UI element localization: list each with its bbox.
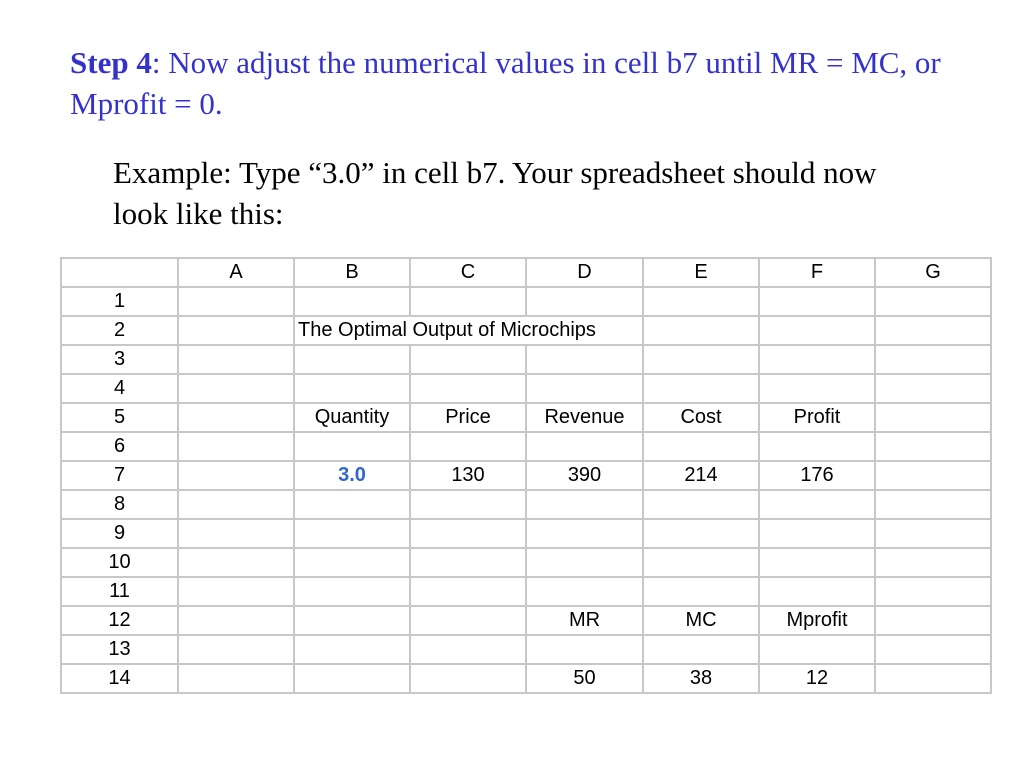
cell-e8[interactable]: [643, 490, 759, 519]
price-value-cell[interactable]: 130: [410, 461, 526, 490]
cell-f13[interactable]: [759, 635, 875, 664]
cell-c6[interactable]: [410, 432, 526, 461]
cell-g1[interactable]: [875, 287, 991, 316]
sheet-row-4: [61, 374, 991, 403]
cell-g11[interactable]: [875, 577, 991, 606]
profit-header-cell[interactable]: Profit: [759, 403, 875, 432]
cell-f10[interactable]: [759, 548, 875, 577]
sheet-title-cell[interactable]: The Optimal Output of Microchips: [294, 316, 643, 345]
step-label: Step 4: [70, 45, 152, 80]
cell-b6[interactable]: [294, 432, 410, 461]
cell-c14[interactable]: [410, 664, 526, 693]
cell-g13[interactable]: [875, 635, 991, 664]
cell-e9[interactable]: [643, 519, 759, 548]
cell-b3[interactable]: [294, 345, 410, 374]
row-header[interactable]: 11: [61, 577, 178, 606]
cell-c9[interactable]: [410, 519, 526, 548]
cell-d9[interactable]: [526, 519, 643, 548]
cell-b10[interactable]: [294, 548, 410, 577]
cell-a12[interactable]: [178, 606, 294, 635]
quantity-header-cell[interactable]: Quantity: [294, 403, 410, 432]
cell-f8[interactable]: [759, 490, 875, 519]
cell-g5[interactable]: [875, 403, 991, 432]
row-header[interactable]: 5: [61, 403, 178, 432]
column-header-a[interactable]: A: [178, 258, 294, 287]
cell-g7[interactable]: [875, 461, 991, 490]
sheet-row-7: [61, 461, 991, 490]
mc-header-cell[interactable]: MC: [643, 606, 759, 635]
cell-d3[interactable]: [526, 345, 643, 374]
row-header[interactable]: 10: [61, 548, 178, 577]
cell-b4[interactable]: [294, 374, 410, 403]
cell-f2[interactable]: [759, 316, 875, 345]
cell-a11[interactable]: [178, 577, 294, 606]
row-header[interactable]: 7: [61, 461, 178, 490]
cell-e10[interactable]: [643, 548, 759, 577]
cell-b1[interactable]: [294, 287, 410, 316]
quantity-value-cell-b7[interactable]: 3.0: [294, 461, 410, 490]
cell-f4[interactable]: [759, 374, 875, 403]
cell-f9[interactable]: [759, 519, 875, 548]
cell-a8[interactable]: [178, 490, 294, 519]
mr-value-cell[interactable]: 50: [526, 664, 643, 693]
cell-c10[interactable]: [410, 548, 526, 577]
cell-b11[interactable]: [294, 577, 410, 606]
cell-d6[interactable]: [526, 432, 643, 461]
row-header[interactable]: 4: [61, 374, 178, 403]
cell-g8[interactable]: [875, 490, 991, 519]
corner-cell[interactable]: [61, 258, 178, 287]
cell-c13[interactable]: [410, 635, 526, 664]
mr-header-cell[interactable]: MR: [526, 606, 643, 635]
column-header-f[interactable]: F: [759, 258, 875, 287]
cell-b14[interactable]: [294, 664, 410, 693]
cell-f3[interactable]: [759, 345, 875, 374]
sheet-row-8: [61, 490, 991, 519]
cell-a7[interactable]: [178, 461, 294, 490]
cell-a14[interactable]: [178, 664, 294, 693]
row-header[interactable]: 8: [61, 490, 178, 519]
cell-g2[interactable]: [875, 316, 991, 345]
cell-d8[interactable]: [526, 490, 643, 519]
cell-d11[interactable]: [526, 577, 643, 606]
cell-f1[interactable]: [759, 287, 875, 316]
cell-a9[interactable]: [178, 519, 294, 548]
cell-a5[interactable]: [178, 403, 294, 432]
cell-e2[interactable]: [643, 316, 759, 345]
cell-g3[interactable]: [875, 345, 991, 374]
sheet-row-5: [61, 403, 991, 432]
step-heading: [70, 42, 970, 124]
column-header-b[interactable]: B: [294, 258, 410, 287]
cell-a1[interactable]: [178, 287, 294, 316]
row-header[interactable]: 3: [61, 345, 178, 374]
step-instruction: : Now adjust the numerical values in cell b7 until MR = MC, or Mprofit = 0.: [70, 45, 941, 121]
example-text: Example: Type “3.0” in cell b7. Your spreadsheet should now look like this:: [113, 155, 877, 231]
cell-e4[interactable]: [643, 374, 759, 403]
cell-g6[interactable]: [875, 432, 991, 461]
cell-a13[interactable]: [178, 635, 294, 664]
row-header[interactable]: 6: [61, 432, 178, 461]
sheet-row-1: [61, 287, 991, 316]
column-header-d[interactable]: D: [526, 258, 643, 287]
cell-d1[interactable]: [526, 287, 643, 316]
cell-g4[interactable]: [875, 374, 991, 403]
cell-a10[interactable]: [178, 548, 294, 577]
cell-f11[interactable]: [759, 577, 875, 606]
cell-g9[interactable]: [875, 519, 991, 548]
cell-g10[interactable]: [875, 548, 991, 577]
cell-b12[interactable]: [294, 606, 410, 635]
sheet-row-3: [61, 345, 991, 374]
cell-a4[interactable]: [178, 374, 294, 403]
cell-a6[interactable]: [178, 432, 294, 461]
cell-d10[interactable]: [526, 548, 643, 577]
cell-c11[interactable]: [410, 577, 526, 606]
cell-c1[interactable]: [410, 287, 526, 316]
sheet-row-2: [61, 316, 991, 345]
cell-a3[interactable]: [178, 345, 294, 374]
cell-f6[interactable]: [759, 432, 875, 461]
row-header[interactable]: 2: [61, 316, 178, 345]
row-header[interactable]: 12: [61, 606, 178, 635]
row-header[interactable]: 9: [61, 519, 178, 548]
cell-a2[interactable]: [178, 316, 294, 345]
column-header-c[interactable]: C: [410, 258, 526, 287]
cell-c8[interactable]: [410, 490, 526, 519]
cell-c12[interactable]: [410, 606, 526, 635]
sheet-row-11: [61, 577, 991, 606]
cell-e11[interactable]: [643, 577, 759, 606]
cell-c3[interactable]: [410, 345, 526, 374]
row-header[interactable]: 14: [61, 664, 178, 693]
mprofit-value-cell[interactable]: 12: [759, 664, 875, 693]
cell-c4[interactable]: [410, 374, 526, 403]
cell-e6[interactable]: [643, 432, 759, 461]
spreadsheet-table: [60, 257, 992, 694]
sheet-row-14: [61, 664, 991, 693]
mprofit-header-cell[interactable]: Mprofit: [759, 606, 875, 635]
revenue-value-cell[interactable]: 390: [526, 461, 643, 490]
mc-value-cell[interactable]: 38: [643, 664, 759, 693]
cell-g14[interactable]: [875, 664, 991, 693]
cell-b13[interactable]: [294, 635, 410, 664]
cell-d13[interactable]: [526, 635, 643, 664]
cell-g12[interactable]: [875, 606, 991, 635]
column-header-e[interactable]: E: [643, 258, 759, 287]
cell-e13[interactable]: [643, 635, 759, 664]
sheet-row-6: [61, 432, 991, 461]
column-header-row: [61, 258, 991, 287]
row-header[interactable]: 13: [61, 635, 178, 664]
price-header-cell[interactable]: Price: [410, 403, 526, 432]
sheet-row-9: [61, 519, 991, 548]
column-header-g[interactable]: G: [875, 258, 991, 287]
row-header[interactable]: 1: [61, 287, 178, 316]
sheet-row-13: [61, 635, 991, 664]
cell-b8[interactable]: [294, 490, 410, 519]
cell-e3[interactable]: [643, 345, 759, 374]
revenue-header-cell[interactable]: Revenue: [526, 403, 643, 432]
sheet-row-10: [61, 548, 991, 577]
cost-header-cell[interactable]: Cost: [643, 403, 759, 432]
cell-d4[interactable]: [526, 374, 643, 403]
cell-e1[interactable]: [643, 287, 759, 316]
cost-value-cell[interactable]: 214: [643, 461, 759, 490]
cell-b9[interactable]: [294, 519, 410, 548]
profit-value-cell[interactable]: 176: [759, 461, 875, 490]
sheet-row-12: [61, 606, 991, 635]
